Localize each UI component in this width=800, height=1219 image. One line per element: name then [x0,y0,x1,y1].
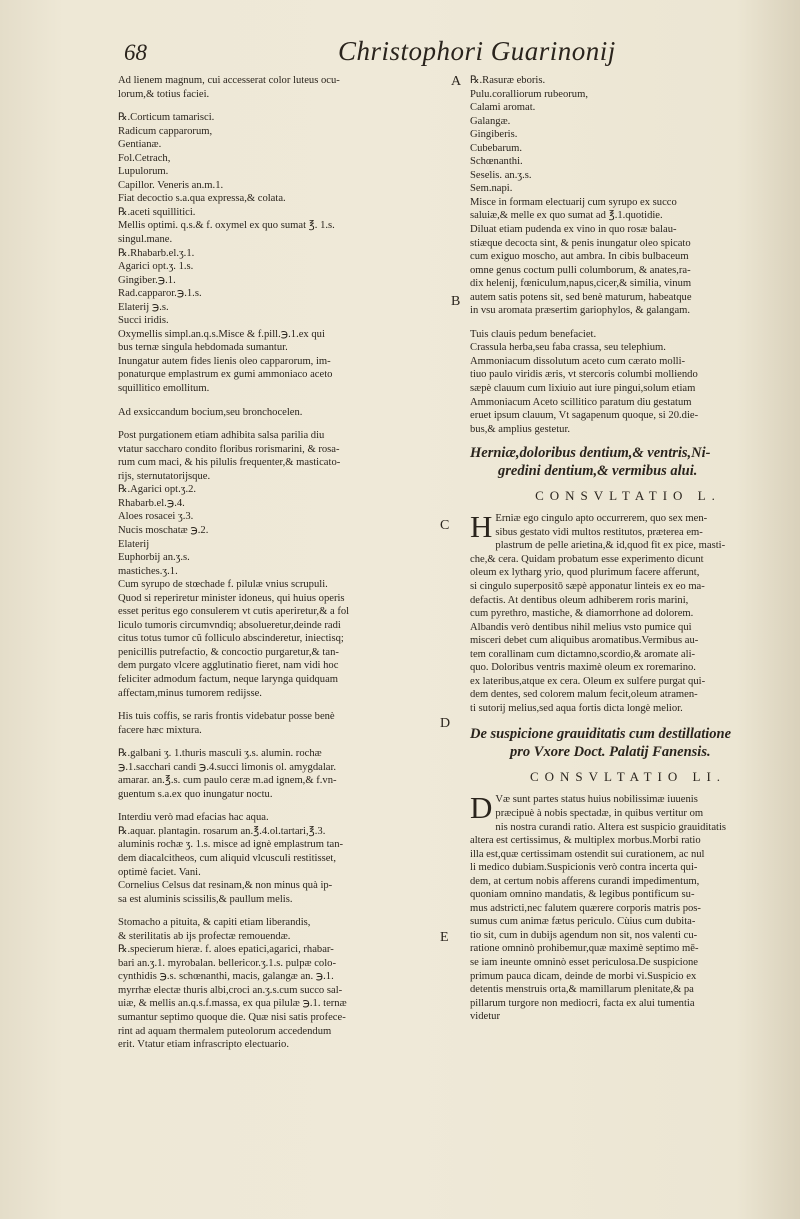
text-line: stiæque decocta sint, & penis inungatur oleo spicato [470,237,691,249]
text-line [118,700,448,710]
text-line: Rhabarb.el.℈.4. [118,497,185,509]
text-line: misceri debet cum aliquibus aromatibus.Vermibus au- [470,635,699,647]
text-line: saluiæ,& melle ex quo sumat ad ℥.1.quotidie. [470,210,663,222]
text-line: in vsu aromata præsertim gariophylos, & galangam. [470,305,691,317]
text-line: Aloes rosacei ʒ.3. [118,511,194,523]
text-line: primum pauca dicam, deinde de morbi vi.Suspicio ex [470,970,697,982]
text-line: sæpè clauum cum lixiuio aut iure pingui,solum etiam [470,383,696,395]
text-line: feliciter admodum factum, neque larynga quidquam [118,673,339,685]
text-line: altera est certissimus, & multiplex morbus.Morbi ratio [470,835,701,847]
text-line: autem satis potens sit, sed benè maturum, habeatque [470,291,692,303]
text-line: Ad lienem magnum, cui accesserat color luteus ocu- [118,75,340,86]
text-line [118,101,448,111]
text-line: Misce in formam electuarij cum syrupo ex succo [470,196,677,208]
text-line: sa est aluminis scissilis,& paullum melis. [118,893,293,905]
text-line: Lupulorum. [118,166,169,178]
text-line [118,801,448,811]
margin-letter-a: A [451,74,462,89]
text-line: dem diacalcitheos, cum aliquid vlcusculi restitisset, [118,852,336,864]
text-line [470,318,786,328]
text-line: cum pyrethro, mastiche, & diamorrhone ad dolorem. [470,608,694,620]
text-line: ex lateribus,atque ex cera. Oleum ex sulfere purgat qui- [470,675,706,687]
text-line: Erniæ ego cingulo apto occurrerem, quo sex men- [495,513,708,525]
text-line: myrrhæ electæ thuris albi,croci an.ʒ.s.cum succo sal- [118,984,343,996]
section-body [470,509,786,715]
text-line [118,396,448,406]
text-line: Cornelius Celsus dat resinam,& non minus quà ip- [118,880,333,892]
running-title: Christophori Guarinonij [338,36,616,66]
text-line: omne genus coctum pulli columborum, & anates,ra- [470,264,691,276]
text-line: citus totus tumor cũ folliculo abscinderetur, iniectisq; [118,633,344,645]
text-line: bus,& amplius gestetur. [470,423,571,435]
margin-letter-e: E [440,930,449,945]
section-title-line: De suspicione grauiditatis cum destillatione [470,726,732,743]
text-line: Crassula herba,seu faba crassa, seu telephium. [470,342,666,354]
left-column [118,74,451,1052]
hernia-section [470,444,786,715]
text-line: oleum ex lytharg yrio, quod plurimum facere afferunt, [470,567,700,579]
text-line: Ammoniacum dissolutum aceto cum cærato molli- [470,355,686,367]
text-line: defactis. At dentibus oleum adhiberem roris marini, [470,594,689,606]
right-column [470,74,786,1024]
text-line: ratione omninò prohibemur,quæ maximè septimo mē- [470,943,699,955]
text-line: sumus cum animæ fætus periculo. Cùius cum dubita- [470,916,696,928]
text-line: squillitico emollitum. [118,383,210,395]
text-line: Stomacho a pituita, & capiti etiam liberandis, [118,917,311,929]
drop-cap: D [470,790,493,826]
text-line: bari an.ʒ.1. myrobalan. bellericor.ʒ.1.s. pulpæ colo- [118,957,336,969]
recipe-block [470,74,786,436]
text-line: Calami aromat. [470,102,536,114]
text-line: li medico dubiam.Suspicionis verò contra incerta qui- [470,862,698,874]
text-line: quo. Doloribus ventris maximè oleum ex roremarino. [470,662,696,674]
text-line: Gingiberis. [470,129,518,141]
page-number: 68 [124,40,147,65]
text-line: Fol.Cetrach, [118,152,171,164]
section-title-line: Herniæ,doloribus dentium,& ventris,Ni- [470,445,711,462]
text-line [118,737,448,747]
text-line: cum exiguo moscho, aut ambra. In cibis bulbaceum [470,251,689,263]
margin-letter-b: B [451,294,461,309]
text-line: Rad.capparor.℈.1.s. [118,288,202,300]
text-line: cynthidis ℈.s. schœnanthi, macis, galangæ an. ℈.1. [118,971,334,983]
text-line: optimè faciet. Vani. [118,866,201,878]
section-title-line: gredini dentium,& vermibus alui. [498,463,698,480]
margin-letter-c: C [440,518,450,533]
text-line: pillarum turgore non mediocri, facta ex alui tumentia [470,997,695,1009]
text-line: tem corallinam cum dictamno,scordio,& aromate ali- [470,648,696,660]
text-line: Seselis. an.ʒ.s. [470,169,532,181]
text-line: dix helenij, fœniculum,napus,cicer,& similia, vinum [470,278,692,290]
text-line: & sterilitatis ab ijs profectæ remouendæ. [118,930,291,942]
text-line: sumantur septimo quoque die. Quæ nisi satis profece- [118,1012,346,1023]
text-line: esset peritus ego consulerem vt cutis aperiretur,& a fol [118,606,350,618]
text-line: mus adstricti,nec falutem quærere corporis matris pos- [470,902,701,914]
text-line: ℞.Agarici opt.ʒ.2. [118,484,197,496]
text-line: ℞.specierum hieræ. f. aloes epatici,agarici, rhabar- [118,944,334,956]
text-line: erit. Vtatur etiam infrascripto electuario. [118,1039,289,1051]
text-line: lorum,& totius faciei. [118,88,210,100]
text-line: tio sit, cum in dubijs agendum non sit, nos valenti cu- [470,929,698,941]
section-body [470,790,786,1023]
text-line: Diluat etiam pudenda ex vino in quo rosæ balau- [470,224,677,236]
text-line: plastrum de pelle arietina,& id,quod fit ex pice, masti- [495,540,726,552]
text-line: Capillor. Veneris an.m.1. [118,179,224,191]
text-line: Schœnanthi. [470,156,523,168]
text-line: His tuis coffis, se raris frontis videbatur posse benè [118,711,335,723]
text-line: Nucis moschatæ ℈.2. [118,524,209,536]
text-line: dem purgato vlcere agglutinatio fieret, nam vidi hoc [118,660,339,672]
text-line: ℞.Rasuræ eboris. [470,75,546,86]
text-line: Radicum capparorum, [118,125,213,137]
text-line: Cum syrupo de stœchade f. pilulæ vnius scrupuli. [118,579,328,591]
text-line: detentis menstruis orta,& mamillarum plenitate,& pa [470,984,694,996]
text-line: Mellis optimi. q.s.& f. oxymel ex quo sumat ℥. 1.s. [118,220,335,232]
text-line: ponaturque emplastrum ex gumi ammoniaco aceto [118,369,333,381]
text-line: eruet ipsum clauum, Vt sagapenum quoque, si 20.die- [470,410,699,422]
text-line: facere hæc mixtura. [118,724,202,736]
consultatio-heading: CONSVLTATIO LI. [529,769,727,785]
text-line: amarar. an.℥.s. cum paulo ceræ m.ad ignem,& f.vn- [118,775,337,787]
text-line: Euphorbij an.ʒ.s. [118,552,190,564]
text-line: si cingulo superpositō sæpè apponatur linteis ex eo ma- [470,580,705,592]
text-line: præcipuè à nobis spectadæ, in quibus vertitur om [495,807,704,819]
text-line: Sem.napi. [470,183,513,195]
text-line: quoniam omnino mandatis, & legibus pontificum su- [470,889,695,901]
text-line: ℈.1.sacchari candi ℈.4.succi limonis ol. amygdalar. [118,761,337,773]
text-line: affectam,minus tumorem redijsse. [118,687,262,699]
text-line: Quod si reperiretur minister idoneus, qui huius operis [118,592,345,604]
text-line: Inungatur autem fides lienis oleo capparorum, im- [118,355,331,367]
text-line: mastiches.ʒ.1. [118,565,178,577]
text-line: Succi iridis. [118,315,169,327]
text-line: Elaterij ℈.s. [118,301,169,313]
text-line: sibus gestato vidi multos restitutos, præterea em- [495,526,703,538]
text-line: rint ad aquam thermalem puteolorum accedendum [118,1025,332,1037]
page-header [118,36,778,70]
text-line: Cubebarum. [470,142,523,154]
text-line: ℞.aceti squillitici. [118,206,196,218]
margin-letter-d: D [440,716,451,731]
text-line: ℞.Rhabarb.el.ʒ.1. [118,247,195,259]
text-line: Post purgationem etiam adhibita salsa parilia diu [118,430,325,442]
suspicione-section [470,725,786,1023]
text-line: Gentianæ. [118,139,162,151]
text-line: aluminis rochæ ʒ. 1.s. misce ad ignè emplastrum tan- [118,839,344,851]
text-line: ti sutorij melius,sed aqua fortis dicta longè melior. [470,702,683,714]
text-line: guentum s.a.ex quo inungatur noctu. [118,788,273,800]
text-line: dem dentes, sed colorem malum fecit,oleum atramen- [470,689,698,701]
text-line: Galangæ. [470,115,511,127]
text-line: che,& cera. Quidam probatum esse experimento dicunt [470,553,704,565]
text-line: Pulu.coralliorum rubeorum, [470,88,588,100]
text-line: Ammoniacum Aceto scillitico paratum diu gestatum [470,396,692,408]
text-line: Væ sunt partes status huius nobilissimæ iuuenis [495,794,698,806]
text-line: uiæ, & mellis an.q.s.f.massa, ex qua pilulæ ℈.1. ternæ [118,998,347,1010]
text-line: nis nostra curandi ratio. Altera est suspicio grauiditatis [495,821,727,833]
text-line: Oxymellis simpl.an.q.s.Misce & f.pill.℈.1.ex qui [118,328,325,340]
text-line: liculo tumoris circumvndiq; absolueretur,deinde radi [118,619,341,631]
text-line: ℞.galbani ʒ. 1.thuris masculi ʒ.s. alumin. rochæ [118,748,322,760]
text-line: Agarici opt.ʒ. 1.s. [118,261,194,273]
drop-cap: H [470,509,493,545]
text-line: Elaterij [118,538,150,550]
text-line: Albandis verò dentibus nihil melius vsto pumice qui [470,621,692,633]
text-line [118,906,448,916]
text-line: penicillis putrefactio, & concoctio purgaretur,& tan- [118,646,339,658]
text-line: illa est,quæ certissimam ostendit sui curationem, ac nul [470,848,705,860]
text-line: tiuo paulo viridis æris, vt stercoris columbi molliendo [470,369,698,381]
text-line: vtatur saccharo condito floribus rorismarini, & rosa- [118,443,340,455]
text-line: rum cum maci, & his pilulis frequenter,& masticato- [118,457,341,469]
text-line: ℞.Corticum tamarisci. [118,112,215,124]
text-line: se iam ineunte omninò esset periculosa.De suspicione [470,956,699,968]
text-line: Ad exsiccandum bocium,seu bronchocelen. [118,406,303,418]
text-line: Gingiber.℈.1. [118,274,176,286]
text-line: Interdiu verò mad efacias hac aqua. [118,812,269,824]
text-line: singul.mane. [118,234,173,246]
text-line: Fiat decoctio s.a.qua expressa,& colata. [118,193,286,205]
consultatio-heading: CONSVLTATIO L. [535,488,721,504]
text-line: rijs, sternutatorijsque. [118,470,211,482]
text-line: Tuis clauis pedum benefaciet. [470,328,597,340]
text-line: ℞.aquar. plantagin. rosarum an.℥.4.ol.tartari,℥.3. [118,825,326,837]
text-line: videtur [470,1011,501,1023]
text-line [118,419,448,429]
text-line: dem, at certum nobis afferens curandi impedimentum, [470,875,700,887]
section-title-line: pro Vxore Doct. Palatij Fanensis. [510,744,711,761]
text-line: bus ternæ singula hebdomada sumantur. [118,342,288,354]
